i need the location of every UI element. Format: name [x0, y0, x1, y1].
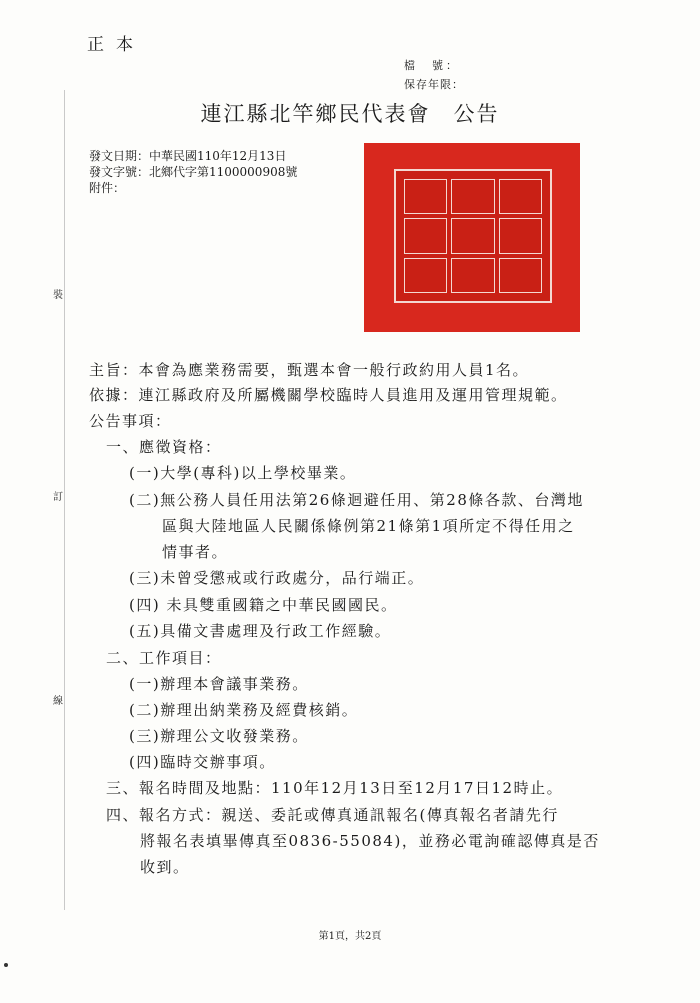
copy-label: 正本 [87, 35, 145, 55]
seal-glyph [451, 218, 494, 253]
basis-line: 依據：連江縣政府及所屬機關學校臨時人員進用及運用管理規範。 [89, 386, 568, 404]
qualification-item-continued: 情事者。 [162, 543, 229, 561]
duty-item: (一)辦理本會議事業務。 [129, 675, 309, 693]
section-duties-heading: 二、工作項目： [106, 649, 222, 667]
qualification-item-continued: 區與大陸地區人民關係條例第21條第1項所定不得任用之 [162, 517, 575, 535]
seal-glyph [404, 218, 447, 253]
seal-glyph [499, 258, 542, 293]
duty-item: (三)辦理公文收發業務。 [129, 727, 309, 745]
qualification-item: (一)大學(專科)以上學校畢業。 [129, 464, 357, 482]
qualification-item: (三)未曾受懲戒或行政處分，品行端正。 [129, 569, 425, 587]
registration-method-continued: 收到。 [140, 858, 190, 876]
seal-glyph [451, 179, 494, 214]
issue-date: 發文日期：中華民國110年12月13日 [89, 149, 287, 163]
document-title: 連江縣北竿鄉民代表會 公告 [200, 102, 500, 126]
official-seal [364, 143, 580, 332]
document-number: 發文字號：北鄉代字第1100000908號 [89, 165, 298, 179]
seal-glyph [404, 179, 447, 214]
section-qualifications-heading: 一、應徵資格： [106, 438, 222, 456]
qualification-item: (二)無公務人員任用法第26條迴避任用、第28條各款、台灣地 [129, 491, 584, 509]
binding-char-install: 裝 [53, 290, 63, 301]
section-registration-method: 四、報名方式：親送、委託或傳真通訊報名(傳真報名者請先行 [106, 806, 559, 824]
qualification-item: (四) 未具雙重國籍之中華民國國民。 [129, 596, 398, 614]
binding-char-line: 線 [53, 696, 63, 707]
subject-line: 主旨：本會為應業務需要，甄選本會一般行政約用人員1名。 [89, 361, 530, 379]
duty-item: (四)臨時交辦事項。 [129, 753, 276, 771]
section-registration-period: 三、報名時間及地點：110年12月13日至12月17日12時止。 [106, 779, 564, 797]
seal-glyph [451, 258, 494, 293]
duty-item: (二)辦理出納業務及經費核銷。 [129, 701, 359, 719]
scan-speck [4, 963, 8, 967]
notice-heading: 公告事項： [89, 412, 172, 430]
registration-method-continued: 將報名表填畢傳真至0836-55084)，並務必電詢確認傳真是否 [140, 832, 600, 850]
file-number-label: 檔 號： [404, 59, 460, 72]
seal-glyph [499, 179, 542, 214]
page-number: 第1頁，共2頁 [318, 931, 382, 942]
seal-characters [402, 177, 544, 295]
binding-char-staple: 訂 [53, 492, 63, 503]
attachment-label: 附件： [89, 181, 126, 195]
retention-period-label: 保存年限： [404, 78, 464, 91]
binding-margin-line [64, 90, 65, 910]
seal-glyph [404, 258, 447, 293]
qualification-item: (五)具備文書處理及行政工作經驗。 [129, 622, 392, 640]
seal-glyph [499, 218, 542, 253]
seal-frame [394, 169, 552, 303]
